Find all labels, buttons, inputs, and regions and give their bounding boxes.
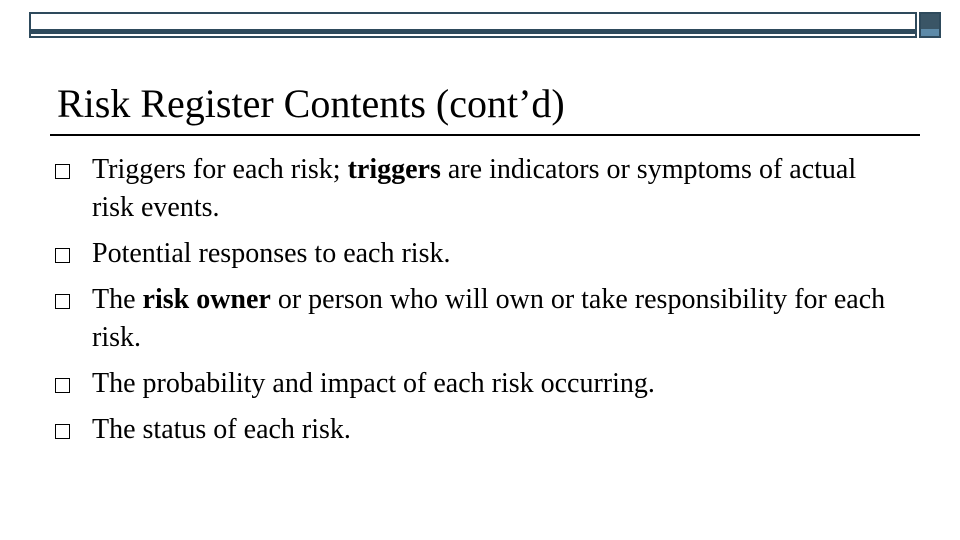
bullet-item [55, 365, 905, 403]
corner-square-accent [921, 29, 939, 36]
bullet-item [55, 411, 905, 449]
bullet-text-segment: are indicators or symptoms of actual risk events. [92, 154, 857, 223]
bullet-item [55, 281, 905, 357]
bullet-text [92, 414, 351, 445]
bullet-list [55, 151, 905, 457]
bullet-text-segment: Potential responses to each risk. [92, 238, 451, 269]
top-bar-stripe [31, 29, 915, 34]
hollow-square-bullet-icon [55, 248, 70, 263]
slide-title: Risk Register Contents (cont’d) [57, 81, 565, 126]
bullet-text-segment: The probability and impact of each risk occurring. [92, 368, 655, 399]
bullet-text-segment: Triggers for each risk; [92, 154, 348, 185]
bullet-text [92, 284, 885, 353]
hollow-square-bullet-icon [55, 164, 70, 179]
title-underline [50, 134, 920, 136]
top-decorative-bar [29, 12, 917, 38]
bullet-item [55, 235, 905, 273]
bullet-text-segment: The [92, 284, 143, 315]
bullet-bold-term: risk owner [142, 284, 271, 315]
bullet-text-segment: or person who will own or take responsibility for each risk. [92, 284, 886, 353]
bullet-text-segment: The status of each risk. [92, 414, 351, 445]
hollow-square-bullet-icon [55, 294, 70, 309]
bullet-item [55, 151, 905, 227]
bullet-text [92, 238, 450, 269]
hollow-square-bullet-icon [55, 424, 70, 439]
hollow-square-bullet-icon [55, 378, 70, 393]
bullet-text [92, 154, 856, 223]
bullet-text [92, 368, 655, 399]
bullet-bold-term: triggers [347, 154, 441, 185]
corner-decorative-square [919, 12, 941, 38]
